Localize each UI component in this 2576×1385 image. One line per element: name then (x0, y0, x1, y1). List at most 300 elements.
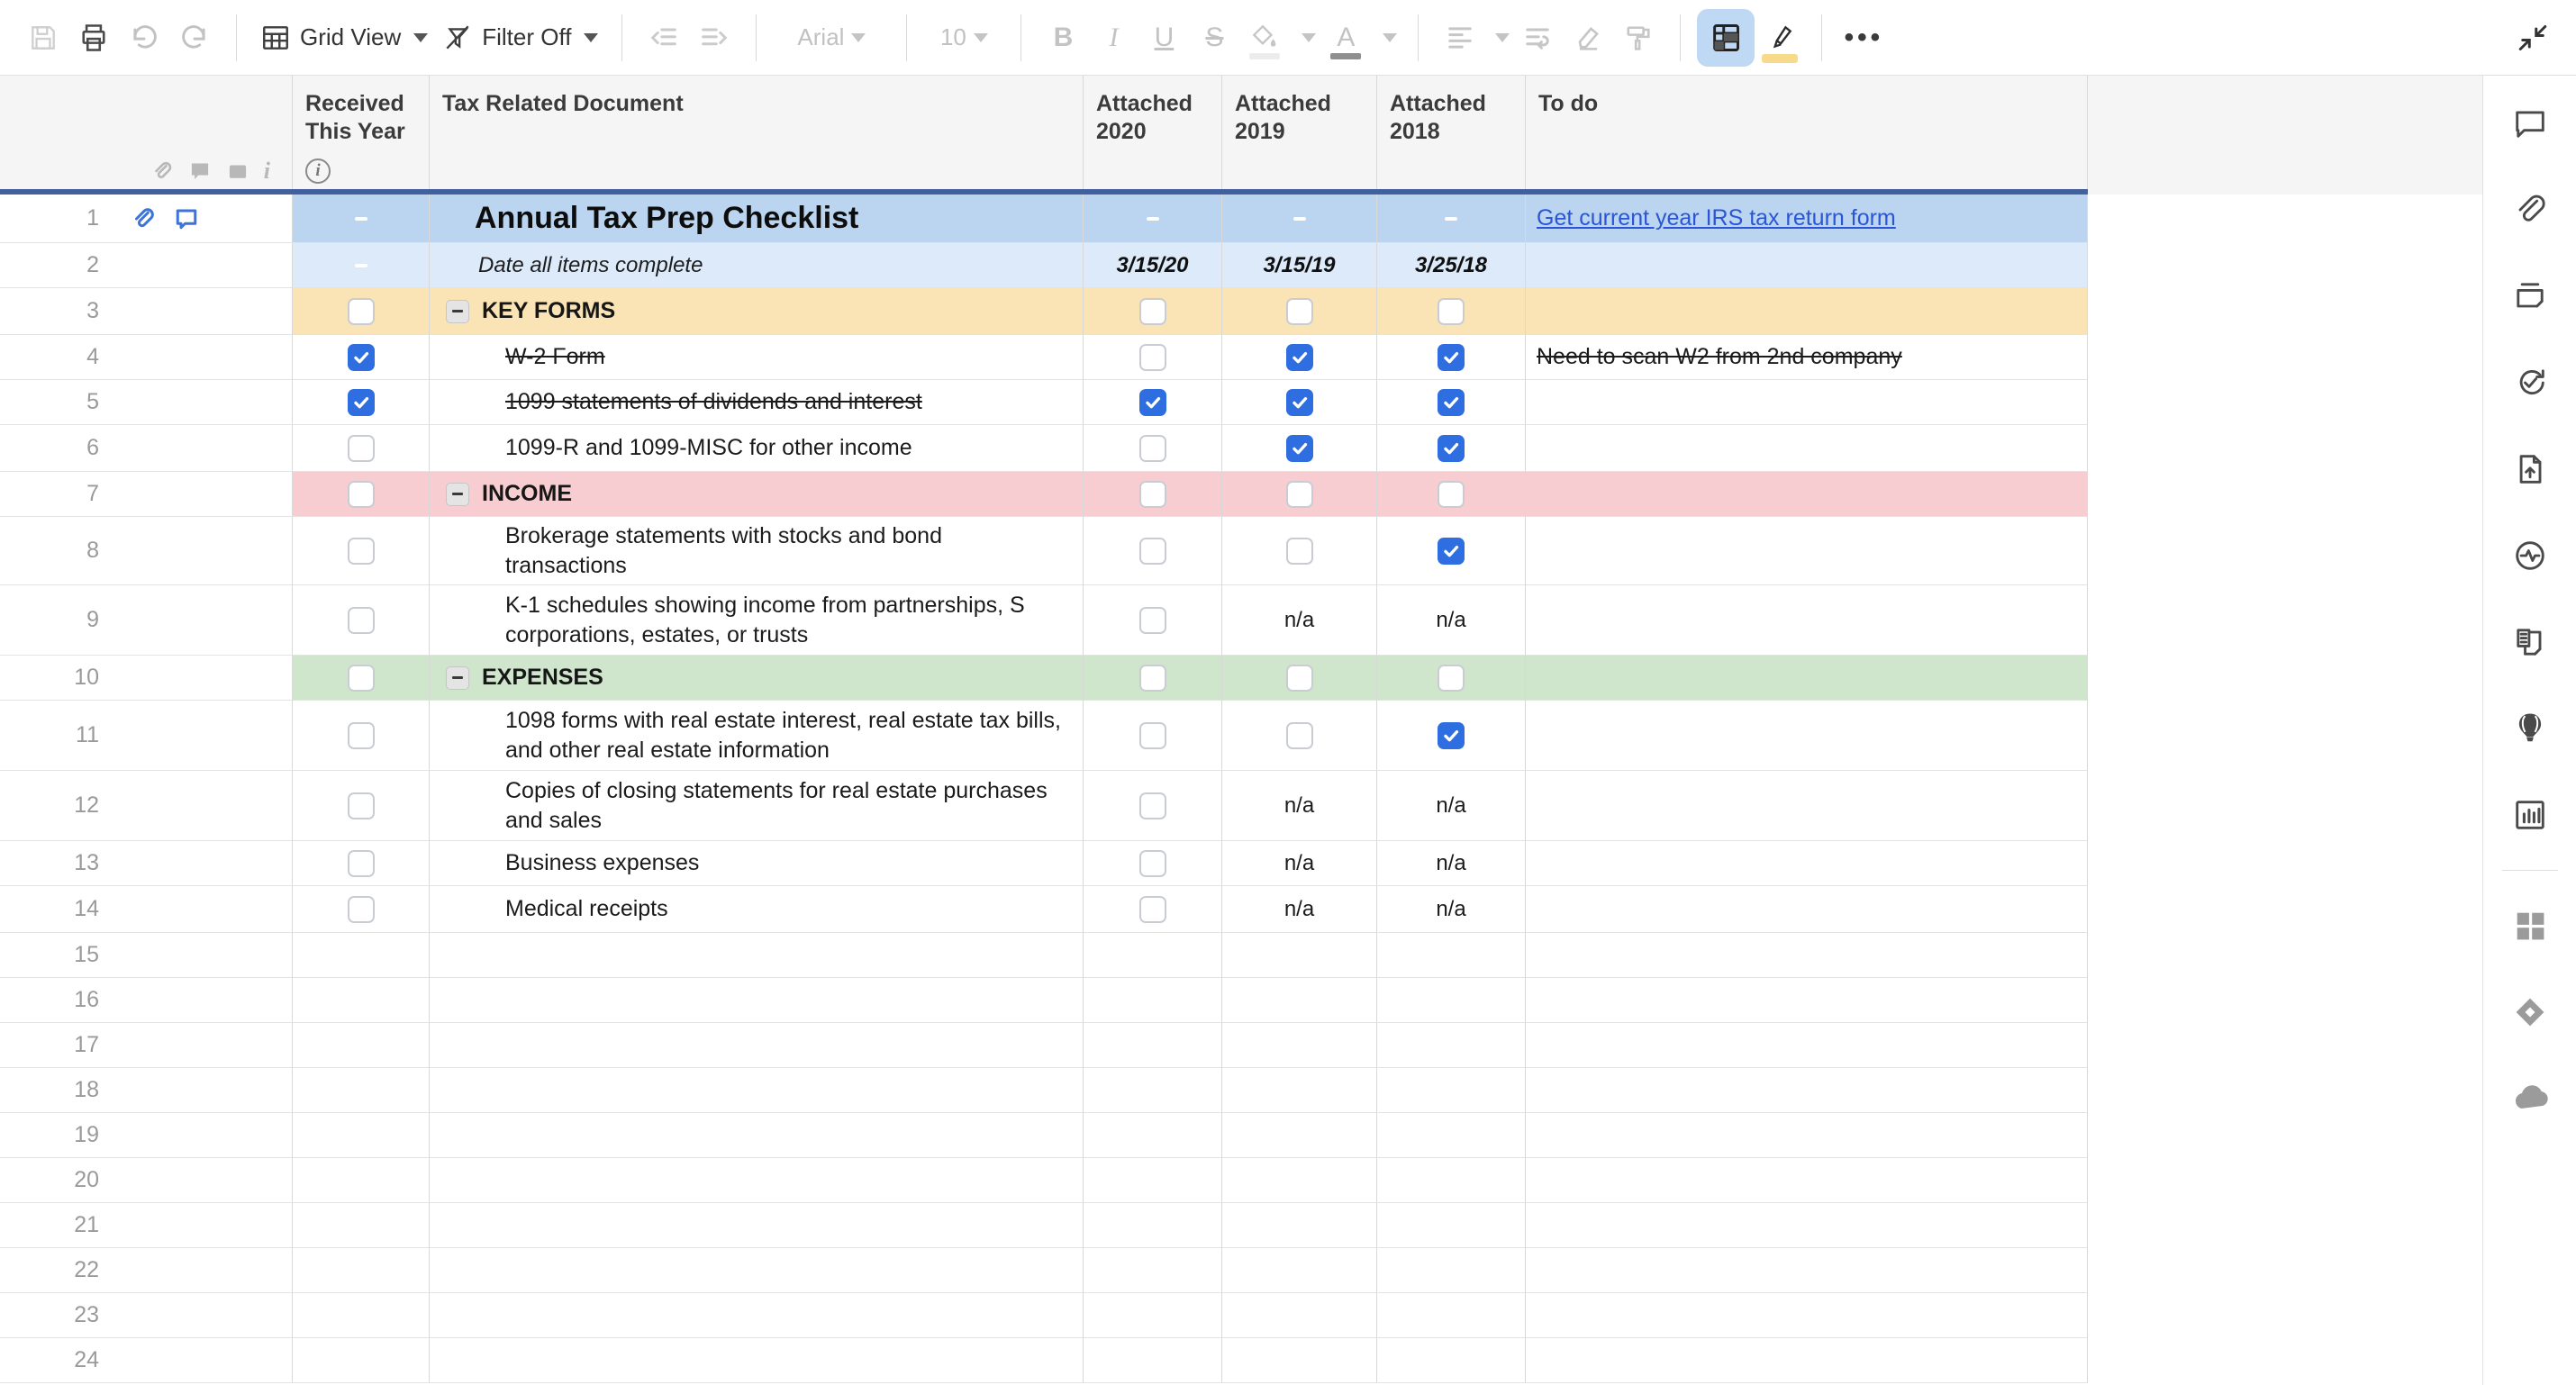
cell-todo[interactable] (1526, 517, 2088, 585)
cell-a2020[interactable] (1084, 771, 1222, 841)
sidebar-item-update-requests[interactable] (2509, 362, 2551, 403)
cell-a2018[interactable] (1377, 1293, 1526, 1338)
table-row (0, 1293, 2482, 1338)
grid-format-toggle[interactable] (1697, 9, 1755, 67)
view-selector[interactable] (253, 11, 435, 65)
cell-todo[interactable] (1526, 933, 2088, 978)
cell-a2018[interactable] (1377, 1203, 1526, 1248)
row-gutter[interactable] (0, 1068, 293, 1113)
cell-received[interactable] (293, 933, 430, 978)
cell-received[interactable] (293, 472, 430, 517)
cell-doc[interactable] (430, 933, 1084, 978)
cell-a2019[interactable] (1222, 701, 1377, 771)
checkbox[interactable] (1139, 896, 1166, 923)
column-header-a2019[interactable] (1222, 76, 1377, 195)
cell-doc[interactable] (430, 425, 1084, 472)
cell-received[interactable] (293, 1203, 430, 1248)
cell-a2018[interactable] (1377, 1338, 1526, 1383)
cell-received[interactable] (293, 195, 430, 243)
sidebar-item-attachments[interactable] (2509, 189, 2551, 231)
row-gutter[interactable] (0, 771, 293, 841)
row-gutter[interactable] (0, 1158, 293, 1203)
checkbox[interactable] (348, 896, 375, 923)
cell-doc[interactable] (430, 1068, 1084, 1113)
checkbox[interactable] (1139, 850, 1166, 877)
row-gutter[interactable] (0, 933, 293, 978)
cell-doc[interactable] (430, 1203, 1084, 1248)
cell-a2018[interactable] (1377, 243, 1526, 288)
print-button[interactable] (68, 11, 119, 65)
chevron-down-icon (1383, 33, 1397, 42)
cell-todo[interactable] (1526, 195, 2088, 243)
row-gutter[interactable] (0, 978, 293, 1023)
font-size-value: 10 (939, 23, 966, 50)
cell-received[interactable] (293, 978, 430, 1023)
cell-doc[interactable] (430, 288, 1084, 335)
cell-a2019[interactable] (1222, 1158, 1377, 1203)
cell-a2020[interactable] (1084, 1338, 1222, 1383)
cell-received[interactable] (293, 1293, 430, 1338)
checkbox[interactable] (1139, 722, 1166, 749)
row-gutter[interactable] (0, 656, 293, 701)
sidebar-item-cloud[interactable] (2509, 1078, 2551, 1119)
cell-a2018[interactable] (1377, 288, 1526, 335)
column-header-todo[interactable] (1526, 76, 2088, 195)
cell-todo[interactable] (1526, 701, 2088, 771)
cell-doc[interactable] (430, 656, 1084, 701)
row-gutter[interactable] (0, 1203, 293, 1248)
sidebar-item-getting-started[interactable] (2509, 708, 2551, 749)
cloud-icon (2509, 1078, 2551, 1119)
cell-todo[interactable] (1526, 1023, 2088, 1068)
check-icon (349, 346, 373, 369)
cell-a2018[interactable] (1377, 517, 1526, 585)
cell-todo[interactable] (1526, 1293, 2088, 1338)
cell-a2020[interactable] (1084, 886, 1222, 933)
collapse-button[interactable] (446, 666, 469, 690)
row-gutter[interactable] (0, 517, 293, 585)
cell-a2019[interactable] (1222, 243, 1377, 288)
font-family-selector[interactable] (773, 11, 890, 65)
checkbox[interactable] (348, 665, 375, 692)
checkbox[interactable] (348, 538, 375, 565)
checkbox[interactable] (1438, 538, 1465, 565)
checkbox[interactable] (1438, 481, 1465, 508)
cell-received[interactable] (293, 425, 430, 472)
cell-a2020[interactable] (1084, 288, 1222, 335)
cell-a2020[interactable] (1084, 1158, 1222, 1203)
cell-a2020[interactable] (1084, 656, 1222, 701)
task-label: Business expenses (505, 850, 700, 875)
cell-todo[interactable] (1526, 1248, 2088, 1293)
cell-a2019[interactable] (1222, 517, 1377, 585)
row-indicators[interactable] (130, 205, 200, 232)
cell-todo[interactable] (1526, 1113, 2088, 1158)
checkbox[interactable] (1139, 792, 1166, 819)
cell-a2019[interactable] (1222, 1068, 1377, 1113)
cell-a2020[interactable] (1084, 841, 1222, 886)
cell-received[interactable] (293, 1113, 430, 1158)
column-header-doc[interactable] (430, 76, 1084, 195)
cell-a2020[interactable] (1084, 1068, 1222, 1113)
row-gutter[interactable] (0, 243, 293, 288)
cell-doc[interactable] (430, 585, 1084, 656)
checkbox[interactable] (1438, 344, 1465, 371)
cell-received[interactable] (293, 1158, 430, 1203)
checkbox[interactable] (348, 722, 375, 749)
cell-a2020[interactable] (1084, 335, 1222, 380)
checkbox[interactable] (348, 435, 375, 462)
activity-pulse-icon (2510, 536, 2550, 575)
checkbox[interactable] (1438, 435, 1465, 462)
row-gutter[interactable] (0, 380, 293, 425)
cell-doc[interactable] (430, 335, 1084, 380)
paperclip-icon (2510, 190, 2550, 230)
cell-a2020[interactable] (1084, 195, 1222, 243)
date-value: 3/15/19 (1263, 252, 1336, 277)
row-gutter[interactable] (0, 335, 293, 380)
cell-a2020[interactable] (1084, 1023, 1222, 1068)
highlight-button[interactable] (1755, 11, 1805, 65)
cell-a2020[interactable] (1084, 933, 1222, 978)
table-row (0, 1158, 2482, 1203)
italic-button[interactable] (1088, 11, 1138, 65)
checkbox[interactable] (1139, 435, 1166, 462)
cell-a2018[interactable] (1377, 195, 1526, 243)
cell-a2019[interactable] (1222, 288, 1377, 335)
section-label: EXPENSES (482, 665, 603, 690)
checkbox[interactable] (1286, 538, 1313, 565)
column-header-row (0, 76, 2482, 195)
cell-a2019[interactable] (1222, 1338, 1377, 1383)
format-painter-button[interactable] (1613, 11, 1664, 65)
check-icon (1439, 539, 1463, 563)
cell-todo[interactable] (1526, 335, 2088, 380)
sidebar-item-premium[interactable] (2509, 991, 2551, 1033)
cell-a2018[interactable] (1377, 335, 1526, 380)
cell-todo[interactable] (1526, 1203, 2088, 1248)
redo-button[interactable] (169, 11, 220, 65)
cell-doc[interactable] (430, 1248, 1084, 1293)
cell-doc[interactable] (430, 701, 1084, 771)
cell-received[interactable] (293, 701, 430, 771)
cell-received[interactable] (293, 886, 430, 933)
check-icon (1439, 346, 1463, 369)
note-text: Date all items complete (478, 252, 703, 277)
cell-a2019[interactable] (1222, 886, 1377, 933)
row-number: 2 (86, 252, 99, 277)
cell-received[interactable] (293, 380, 430, 425)
checkbox[interactable] (1438, 665, 1465, 692)
checkbox[interactable] (1286, 665, 1313, 692)
row-gutter[interactable] (0, 1338, 293, 1383)
underline-button[interactable] (1138, 11, 1189, 65)
checkbox[interactable] (1139, 665, 1166, 692)
cell-todo[interactable] (1526, 1158, 2088, 1203)
align-dropdown[interactable] (1485, 11, 1512, 65)
cell-a2018[interactable] (1377, 1248, 1526, 1293)
cell-a2019[interactable] (1222, 335, 1377, 380)
sidebar-item-proofs[interactable] (2509, 276, 2551, 317)
cell-a2018[interactable] (1377, 841, 1526, 886)
cell-doc[interactable] (430, 1113, 1084, 1158)
cell-received[interactable] (293, 656, 430, 701)
task-label: Medical receipts (505, 896, 668, 921)
check-icon (1141, 391, 1165, 414)
check-icon (349, 391, 373, 414)
cell-a2019[interactable] (1222, 656, 1377, 701)
cell-a2020[interactable] (1084, 517, 1222, 585)
row-gutter[interactable] (0, 1113, 293, 1158)
undo-button[interactable] (119, 11, 169, 65)
row-number: 6 (86, 435, 99, 460)
table-row (0, 195, 2482, 243)
cell-a2019[interactable] (1222, 1113, 1377, 1158)
checkbox[interactable] (348, 481, 375, 508)
sheet-grid (0, 76, 2482, 1385)
collapse-button[interactable] (446, 300, 469, 323)
cell-a2019[interactable] (1222, 1293, 1377, 1338)
cell-todo[interactable] (1526, 771, 2088, 841)
cell-a2019[interactable] (1222, 933, 1377, 978)
cell-doc[interactable] (430, 978, 1084, 1023)
cell-a2018[interactable] (1377, 978, 1526, 1023)
table-row (0, 335, 2482, 380)
cell-todo[interactable] (1526, 243, 2088, 288)
cell-a2020[interactable] (1084, 380, 1222, 425)
checkbox[interactable] (1139, 344, 1166, 371)
cell-a2020[interactable] (1084, 425, 1222, 472)
section-label: INCOME (482, 481, 572, 506)
cell-a2020[interactable] (1084, 978, 1222, 1023)
fill-color-button[interactable] (1239, 11, 1290, 65)
cell-a2018[interactable] (1377, 1113, 1526, 1158)
sidebar-item-comments[interactable] (2509, 103, 2551, 144)
right-rail (2482, 76, 2576, 1385)
cell-todo[interactable] (1526, 380, 2088, 425)
table-row (0, 933, 2482, 978)
row-gutter[interactable] (0, 472, 293, 517)
cell-doc[interactable] (430, 1023, 1084, 1068)
checkbox[interactable] (1438, 389, 1465, 416)
more-options-button[interactable] (1838, 11, 1889, 65)
checkbox[interactable] (348, 792, 375, 819)
cell-received[interactable] (293, 771, 430, 841)
cell-todo[interactable] (1526, 472, 2088, 517)
outdent-button[interactable] (639, 11, 689, 65)
cell-received[interactable] (293, 288, 430, 335)
cell-doc[interactable] (430, 380, 1084, 425)
checkbox[interactable] (348, 850, 375, 877)
checkbox[interactable] (1286, 435, 1313, 462)
align-button[interactable] (1435, 11, 1485, 65)
checkbox[interactable] (1438, 722, 1465, 749)
column-header-received[interactable] (293, 76, 430, 195)
checkbox[interactable] (348, 298, 375, 325)
cell-a2020[interactable] (1084, 1248, 1222, 1293)
cell-a2018[interactable] (1377, 701, 1526, 771)
row-number: 1 (86, 205, 99, 231)
fill-color-dropdown[interactable] (1290, 11, 1320, 65)
row-gutter[interactable] (0, 195, 293, 243)
row-number: 19 (74, 1122, 99, 1147)
cell-received[interactable] (293, 1338, 430, 1383)
cell-doc[interactable] (430, 517, 1084, 585)
cell-a2018[interactable] (1377, 771, 1526, 841)
cell-a2020[interactable] (1084, 701, 1222, 771)
font-size-selector[interactable] (923, 11, 1004, 65)
collapse-button[interactable] (446, 483, 469, 506)
row-gutter[interactable] (0, 886, 293, 933)
info-icon[interactable]: i (305, 158, 331, 184)
cell-a2018[interactable] (1377, 472, 1526, 517)
column-header-a2020[interactable] (1084, 76, 1222, 195)
row-number: 14 (74, 896, 99, 921)
cell-a2018[interactable] (1377, 1023, 1526, 1068)
row-number: 3 (86, 298, 99, 323)
cell-a2018[interactable] (1377, 380, 1526, 425)
cell-a2019[interactable] (1222, 585, 1377, 656)
checkbox[interactable] (348, 389, 375, 416)
cell-a2020[interactable] (1084, 1293, 1222, 1338)
redo-icon (178, 22, 211, 54)
cell-received[interactable] (293, 1023, 430, 1068)
row-gutter[interactable] (0, 1248, 293, 1293)
cell-todo[interactable] (1526, 841, 2088, 886)
text-color-dropdown[interactable] (1371, 11, 1401, 65)
row-gutter[interactable] (0, 585, 293, 656)
checkbox[interactable] (1139, 538, 1166, 565)
clear-format-button[interactable] (1563, 11, 1613, 65)
cell-todo[interactable] (1526, 886, 2088, 933)
text-color-button[interactable] (1320, 11, 1371, 65)
cell-received[interactable] (293, 335, 430, 380)
cell-todo[interactable] (1526, 425, 2088, 472)
cell-a2019[interactable] (1222, 472, 1377, 517)
cell-a2019[interactable] (1222, 841, 1377, 886)
sidebar-item-charts[interactable] (2509, 794, 2551, 836)
checkbox[interactable] (1139, 298, 1166, 325)
cell-todo[interactable] (1526, 1068, 2088, 1113)
highlighter-color-swatch (1762, 54, 1798, 63)
cell-received[interactable] (293, 1248, 430, 1293)
cell-a2018[interactable] (1377, 585, 1526, 656)
checkbox[interactable] (1139, 607, 1166, 634)
cell-received[interactable] (293, 841, 430, 886)
indent-button[interactable] (689, 11, 739, 65)
cell-todo[interactable] (1526, 1338, 2088, 1383)
cell-doc[interactable] (430, 886, 1084, 933)
checkbox[interactable] (1139, 389, 1166, 416)
column-header-label: Attached 2018 (1390, 91, 1486, 144)
cell-a2020[interactable] (1084, 472, 1222, 517)
cell-doc[interactable] (430, 1293, 1084, 1338)
sidebar-item-publish[interactable] (2509, 448, 2551, 490)
italic-i-icon: i (263, 157, 270, 184)
row-gutter[interactable] (0, 701, 293, 771)
cell-doc[interactable] (430, 195, 1084, 243)
cell-doc[interactable] (430, 1338, 1084, 1383)
cell-a2018[interactable] (1377, 425, 1526, 472)
cell-received[interactable] (293, 1068, 430, 1113)
cell-a2019[interactable] (1222, 1248, 1377, 1293)
checkbox[interactable] (1286, 344, 1313, 371)
collapse-toolbar-button[interactable] (2508, 11, 2558, 65)
checkbox[interactable] (1286, 722, 1313, 749)
cell-a2020[interactable] (1084, 1203, 1222, 1248)
row-gutter[interactable] (0, 1023, 293, 1068)
cell-a2018[interactable] (1377, 933, 1526, 978)
cell-a2020[interactable] (1084, 1113, 1222, 1158)
row-number: 16 (74, 987, 99, 1012)
cell-a2019[interactable] (1222, 1203, 1377, 1248)
save-button[interactable] (18, 11, 68, 65)
comment-icon (188, 159, 212, 183)
checkbox[interactable] (1286, 389, 1313, 416)
bold-button[interactable] (1038, 11, 1088, 65)
strikethrough-button[interactable] (1189, 11, 1239, 65)
column-header-a2018[interactable] (1377, 76, 1526, 195)
cell-doc[interactable] (430, 1158, 1084, 1203)
row-gutter[interactable] (0, 288, 293, 335)
cell-doc[interactable] (430, 771, 1084, 841)
cell-todo[interactable] (1526, 585, 2088, 656)
cell-doc[interactable] (430, 472, 1084, 517)
cell-a2020[interactable] (1084, 585, 1222, 656)
cell-todo[interactable] (1526, 978, 2088, 1023)
row-gutter[interactable] (0, 841, 293, 886)
cell-a2018[interactable] (1377, 1158, 1526, 1203)
cell-doc[interactable] (430, 841, 1084, 886)
checkbox[interactable] (1286, 298, 1313, 325)
cell-received[interactable] (293, 517, 430, 585)
na-value: n/a (1436, 792, 1466, 818)
sidebar-item-activity-log[interactable] (2509, 535, 2551, 576)
row-gutter[interactable] (0, 1293, 293, 1338)
cell-todo[interactable] (1526, 288, 2088, 335)
cell-a2019[interactable] (1222, 195, 1377, 243)
cell-doc[interactable] (430, 243, 1084, 288)
checkbox[interactable] (1139, 481, 1166, 508)
cell-received[interactable] (293, 243, 430, 288)
cell-a2018[interactable] (1377, 886, 1526, 933)
cell-a2018[interactable] (1377, 656, 1526, 701)
row-gutter[interactable] (0, 425, 293, 472)
cell-todo[interactable] (1526, 656, 2088, 701)
cell-a2019[interactable] (1222, 978, 1377, 1023)
irs-link[interactable]: Get current year IRS tax return form (1537, 205, 1896, 231)
cell-a2020[interactable] (1084, 243, 1222, 288)
sidebar-item-apps[interactable] (2509, 905, 2551, 946)
checkbox[interactable] (348, 607, 375, 634)
divider (1418, 14, 1419, 61)
cell-a2019[interactable] (1222, 425, 1377, 472)
sidebar-item-forms[interactable] (2509, 621, 2551, 663)
text-color-icon: A (1337, 22, 1356, 52)
cell-a2019[interactable] (1222, 771, 1377, 841)
wrap-text-button[interactable] (1512, 11, 1563, 65)
checkbox[interactable] (348, 344, 375, 371)
table-row (0, 425, 2482, 472)
cell-a2019[interactable] (1222, 380, 1377, 425)
checkbox[interactable] (1438, 298, 1465, 325)
checkbox[interactable] (1286, 481, 1313, 508)
filter-selector[interactable] (435, 11, 605, 65)
cell-received[interactable] (293, 585, 430, 656)
cell-a2019[interactable] (1222, 1023, 1377, 1068)
cell-a2018[interactable] (1377, 1068, 1526, 1113)
na-value: n/a (1283, 896, 1315, 921)
